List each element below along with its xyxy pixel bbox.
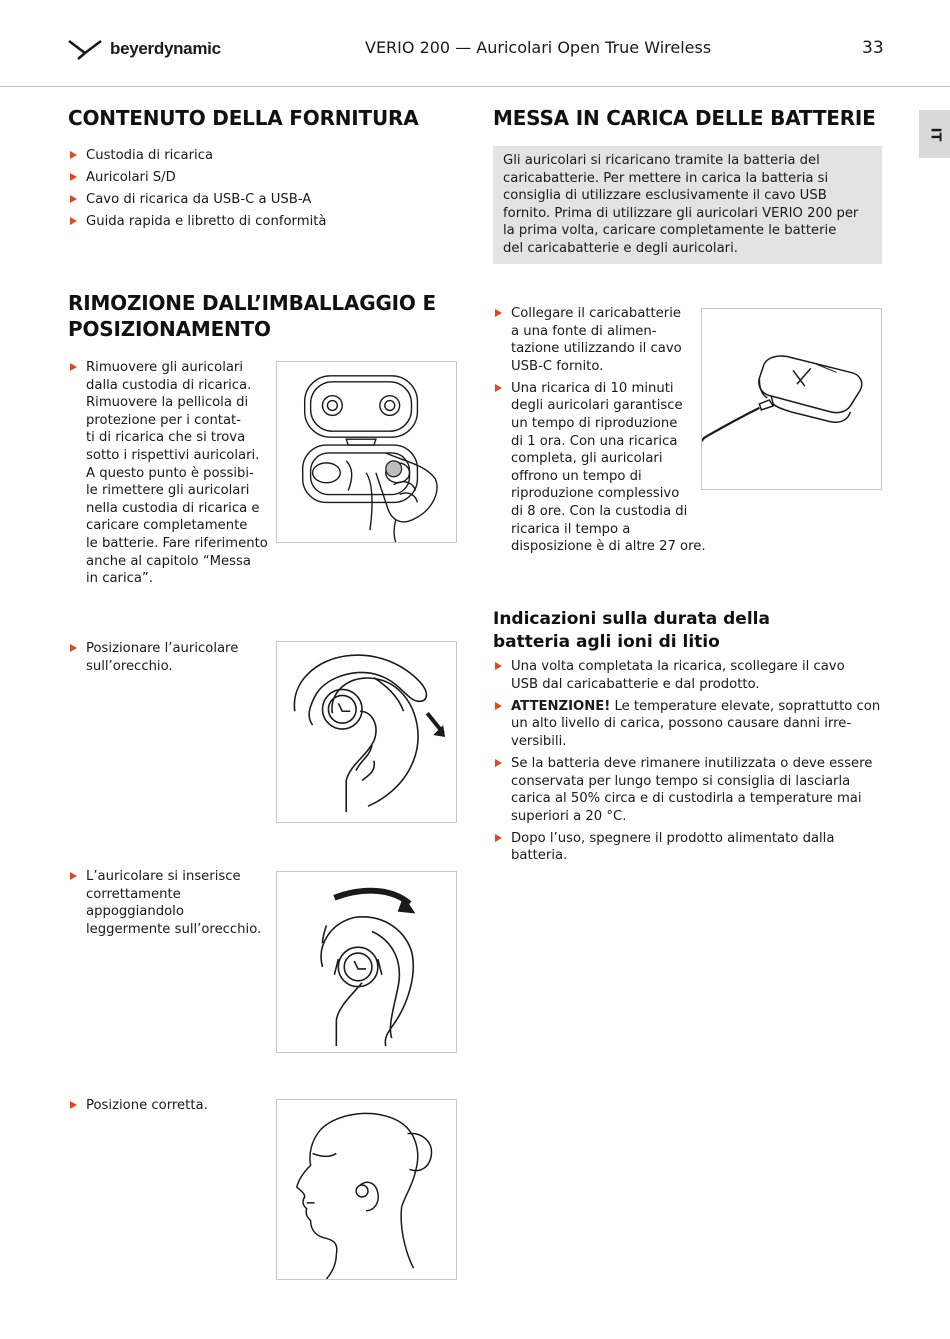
ear-fit-illustration bbox=[277, 872, 456, 1052]
figure-open-case bbox=[276, 361, 457, 543]
unpacking-heading: RIMOZIONE DALL’IMBALLAGGIO E POSIZIONAMENTO bbox=[68, 291, 436, 341]
ear-place-illustration bbox=[277, 642, 456, 822]
list-item: Se la batteria deve rimanere inutilizzata o deve essere conservata per lungo tempo si consiglia di lasciarla carica al 50% circa e di custodirla a temperature mai superiori a 20 °C. bbox=[493, 755, 888, 825]
list-item: Posizione corretta. bbox=[68, 1097, 278, 1115]
open-case-illustration bbox=[277, 362, 456, 542]
brand-logo-icon bbox=[68, 38, 102, 60]
head-profile-illustration bbox=[277, 1100, 456, 1279]
contents-list bbox=[68, 147, 458, 235]
list-item: Cavo di ricarica da USB-C a USB-A bbox=[68, 191, 458, 209]
step-correct bbox=[68, 1097, 278, 1115]
document-title: VERIO 200 — Auricolari Open True Wireless bbox=[365, 38, 712, 57]
list-item: Collegare il caricabatterie a una fonte di alimen- tazione utilizzando il cavo USB-C fornito. bbox=[493, 305, 713, 375]
step-position bbox=[68, 640, 278, 675]
figure-head-profile bbox=[276, 1099, 457, 1280]
list-item: L’auricolare si inserisce correttamente appoggiandolo leggermente sull’orecchio. bbox=[68, 868, 278, 938]
language-tab: IT bbox=[919, 110, 950, 158]
list-item: Posizionare l’auricolare sull’orecchio. bbox=[68, 640, 278, 675]
list-item: Auricolari S/D bbox=[68, 169, 458, 187]
charging-note: Gli auricolari si ricaricano tramite la batteria del caricabatterie. Per mettere in carica la batteria si consiglia di utilizzare esclusivamente il cavo USB fornito. Prima di utilizzare gli auricolari VERIO 200 per la prima volta, caricare completamente le batterie del caricabatterie e degli auricolari. bbox=[493, 146, 882, 264]
figure-charging-case bbox=[701, 308, 882, 490]
charging-heading: MESSA IN CARICA DELLE BATTERIE bbox=[493, 106, 876, 130]
battery-list bbox=[493, 658, 888, 870]
list-item: Rimuovere gli auricolari dalla custodia di ricarica. Rimuovere la pellicola di protezione per i contat- ti di ricarica che si trova sotto i rispettivi auricolari. A questo punto è possibi- le rimettere gli auricolari nella custodia di ricarica e caricare completamente le batterie. Fare riferimento anche al capitolo “Messa in carica”. bbox=[68, 359, 278, 588]
warning-label: ATTENZIONE! bbox=[511, 698, 611, 714]
figure-ear-place bbox=[276, 641, 457, 823]
charging-case-illustration bbox=[702, 309, 881, 489]
figure-ear-fit bbox=[276, 871, 457, 1053]
list-item: Guida rapida e libretto di conformità bbox=[68, 213, 458, 231]
page-header bbox=[0, 0, 950, 87]
brand-logo bbox=[68, 38, 221, 60]
charging-list bbox=[493, 305, 713, 560]
list-item: Custodia di ricarica bbox=[68, 147, 458, 165]
list-item: Dopo l’uso, spegnere il prodotto alimentato dalla batteria. bbox=[493, 830, 888, 865]
step-remove bbox=[68, 359, 278, 588]
contents-heading: CONTENUTO DELLA FORNITURA bbox=[68, 106, 419, 130]
brand-name: beyerdynamic bbox=[110, 39, 221, 58]
battery-heading: Indicazioni sulla durata della batteria agli ioni di litio bbox=[493, 609, 770, 652]
list-item: Una ricarica di 10 minuti degli auricolari garantisce un tempo di riproduzione di 1 ora. Con una ricarica completa, gli auricolari offrono un tempo di riproduzione complessivo di 8 ore. Con la custodia di ricarica il tempo a disposizione è di altre 27 ore. bbox=[493, 380, 713, 556]
list-item: Una volta completata la ricarica, scollegare il cavo USB dal caricabatterie e dal prodotto. bbox=[493, 658, 888, 693]
step-fit bbox=[68, 868, 278, 938]
list-item: ATTENZIONE! Le temperature elevate, soprattutto con un alto livello di carica, possono causare danni irre- versibili. bbox=[493, 698, 888, 751]
page-number: 33 bbox=[862, 38, 884, 58]
